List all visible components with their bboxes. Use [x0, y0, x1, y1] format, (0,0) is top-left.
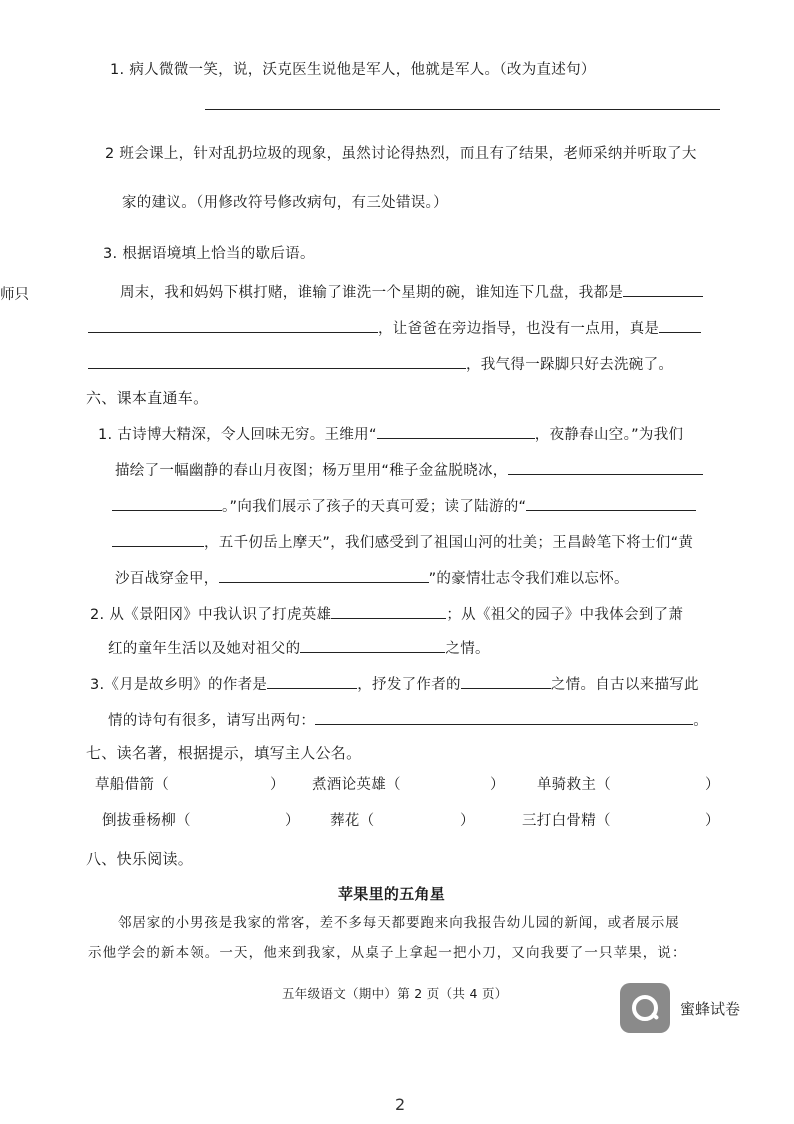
s6-blank-8[interactable] — [300, 636, 445, 653]
brand-watermark: 蜜蜂试卷 — [680, 1000, 741, 1018]
page-number: 2 — [395, 1095, 406, 1114]
q3-line2 — [88, 316, 701, 339]
s6-item3-line1 — [90, 672, 699, 695]
q2-line2: 家的建议。（用修改符号修改病句，有三处错误。） — [122, 195, 448, 211]
s6-item1-line4-text: ，五千仞岳上摩天”，我们感受到了祖国山河的壮美；王昌龄笔下将士们“黄 — [204, 535, 694, 551]
s6-item2-line2 — [108, 636, 490, 659]
page-footer: 五年级语文（期中）第 2 页（共 4 页） — [282, 986, 508, 1001]
reading-para-line2: 示他学会的新本领。一天，他来到我家，从桌子上拿起一把小刀，又向我要了一只苹果，说： — [88, 945, 687, 961]
s7-paren-close: ） — [705, 813, 720, 829]
s6-item2-line1 — [90, 602, 683, 625]
s6-item1-line5a: 沙百战穿金甲， — [115, 571, 219, 587]
s6-item2-line1a: 2. 从《景阳冈》中我认识了打虎英雄 — [90, 607, 332, 623]
q3-line1-text: 周末，我和妈妈下棋打赌，谁输了谁洗一个星期的碗，谁知连下几盘，我都是 — [120, 285, 624, 301]
s6-blank-10[interactable] — [461, 672, 551, 689]
bee-logo-icon — [620, 983, 670, 1033]
s6-item3-line2b: 。 — [693, 713, 709, 729]
s7-paren-close: ） — [705, 777, 720, 793]
reading-title: 苹果里的五角星 — [338, 885, 446, 903]
s6-blank-7[interactable] — [331, 602, 446, 619]
s6-item3-line1a: 3.《月是故乡明》的作者是 — [90, 677, 268, 693]
s6-item1-line1 — [98, 422, 683, 445]
s6-item3-line1c: 之情。自古以来描写此 — [550, 677, 699, 693]
s6-blank-11[interactable] — [315, 708, 693, 725]
s6-blank-3[interactable] — [112, 494, 222, 511]
q3-heading: 3. 根据语境填上恰当的歇后语。 — [103, 246, 315, 262]
q3-blank-4[interactable] — [88, 352, 466, 369]
q3-blank-3[interactable] — [659, 316, 701, 333]
s7-item-zanghua: 葬花（ — [330, 813, 375, 829]
s7-item-danqi: 单骑救主（ — [537, 777, 611, 793]
s6-blank-5[interactable] — [112, 530, 204, 547]
s6-blank-2[interactable] — [508, 458, 703, 475]
logo-tail — [651, 1012, 659, 1020]
q3-line1 — [120, 280, 703, 303]
q3-line3 — [88, 352, 673, 375]
section8-heading: 八、快乐阅读。 — [86, 850, 194, 868]
s7-paren-close: ） — [270, 777, 285, 793]
s6-blank-6[interactable] — [219, 566, 429, 583]
s6-item3-line1b: ，抒发了作者的 — [357, 677, 461, 693]
s6-blank-1[interactable] — [377, 422, 535, 439]
s6-item1-line2 — [115, 458, 703, 481]
s7-paren-close: ） — [490, 777, 505, 793]
s6-item3-line2 — [108, 708, 708, 731]
q1-text: 1. 病人微微一笑，说，沃克医生说他是军人，他就是军人。（改为直述句） — [110, 62, 596, 78]
s6-item1-line3 — [112, 494, 696, 517]
q1-answer-line — [205, 109, 720, 110]
s6-item1-line3-text: 。”向我们展示了孩子的天真可爱；读了陆游的“ — [222, 499, 527, 515]
q2-line1: 2 班会课上，针对乱扔垃圾的现象，虽然讨论得热烈，而且有了结果，老师采纳并听取了大 — [105, 146, 697, 162]
s7-item-zhujiu: 煮酒论英雄（ — [312, 777, 401, 793]
side-margin-text: 师只 — [0, 287, 29, 303]
s6-item1-line1a: 1. 古诗博大精深，令人回味无穷。王维用“ — [98, 427, 377, 443]
q3-blank-2[interactable] — [88, 316, 378, 333]
s6-item1-line2-text: 描绘了一幅幽静的春山月夜图；杨万里用“稚子金盆脱晓冰， — [115, 463, 508, 479]
s7-item-sanda: 三打白骨精（ — [522, 813, 611, 829]
s6-item1-line5 — [115, 566, 629, 589]
s6-item1-line1b: ，夜静春山空。”为我们 — [534, 427, 684, 443]
s6-blank-4[interactable] — [526, 494, 696, 511]
q3-line3-text: ，我气得一跺脚只好去洗碗了。 — [466, 357, 674, 373]
s6-item1-line5b: ”的豪情壮志令我们难以忘怀。 — [428, 571, 629, 587]
s6-item1-line4 — [112, 530, 693, 553]
s7-item-daoba: 倒拔垂杨柳（ — [102, 813, 191, 829]
s6-item3-line2a: 情的诗句有很多，请写出两句： — [108, 713, 316, 729]
section6-heading: 六、课本直通车。 — [86, 389, 209, 407]
s6-blank-9[interactable] — [267, 672, 357, 689]
s7-paren-close: ） — [285, 813, 300, 829]
s6-item2-line1b: ；从《祖父的园子》中我体会到了萧 — [446, 607, 684, 623]
s6-item2-line2a: 红的童年生活以及她对祖父的 — [108, 641, 301, 657]
s7-paren-close: ） — [460, 813, 475, 829]
q3-line2-text: ，让爸爸在旁边指导，也没有一点用，真是 — [378, 321, 660, 337]
reading-para-line1: 邻居家的小男孩是我家的常客，差不多每天都要跑来向我报告幼儿园的新闻，或者展示展 — [118, 915, 680, 931]
s6-item2-line2b: 之情。 — [445, 641, 490, 657]
s7-item-caochuan: 草船借箭（ — [95, 777, 169, 793]
q3-blank-1[interactable] — [623, 280, 703, 297]
section7-heading: 七、读名著，根据提示，填写主人公名。 — [86, 744, 362, 762]
